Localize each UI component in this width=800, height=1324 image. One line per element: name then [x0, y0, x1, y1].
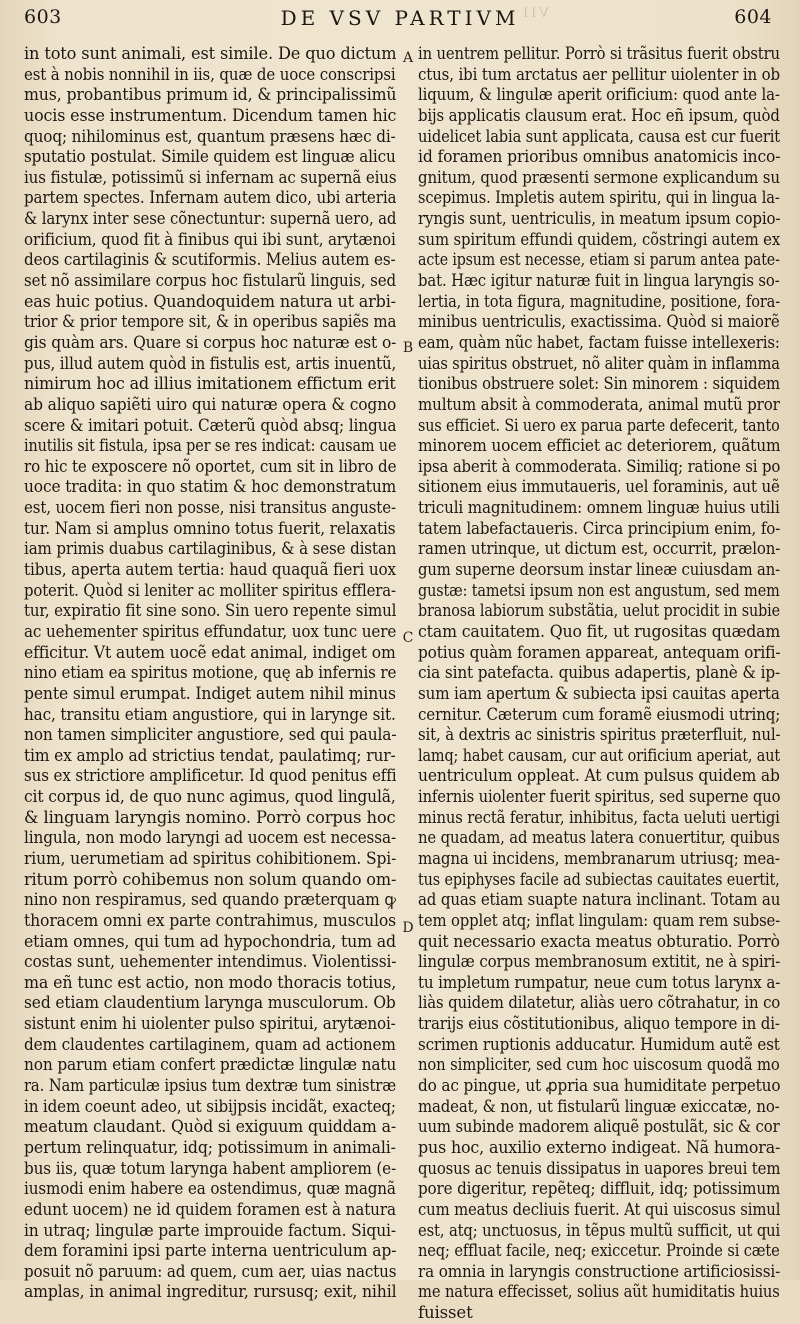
text-line: in toto sunt animali, est simile. De quo dictum: [24, 44, 396, 63]
text-line: trarijs eius cõstitutionibus, aliquo tempore in di-: [418, 1014, 780, 1034]
text-line: dem foramini ipsi parte interna uentriculum ap-: [24, 1241, 396, 1261]
text-line: ne quadam, ad meatus latera conuertitur, quibus: [418, 828, 780, 848]
text-line: est, atq; unctuosus, in tẽpus multũ sufficit, ut qui: [418, 1220, 780, 1240]
text-line: tem opplet atq; inflat lingulam: quam rem subse-: [418, 910, 780, 930]
text-line: deos cartilaginis & scutiformis. Melius autem es-: [24, 250, 396, 270]
text-line: cia sint patefacta. quibus adapertis, planè & ip-: [418, 663, 780, 683]
margin-letter-b: B: [402, 340, 414, 356]
text-line: lingula, non modo laryngi ad uocem est necessa-: [24, 828, 396, 848]
text-line: ro hic te exposcere nõ oportet, cum sit in libro de: [24, 456, 396, 476]
text-line: minibus uentriculis, exactissima. Quòd si maiorẽ: [418, 312, 780, 332]
left-page-number: 603: [24, 6, 62, 28]
text-line: costas sunt, uehementer intendimus. Violentissi-: [24, 952, 396, 972]
text-line: amplas, in animal ingreditur, rursusq; exit, nihil: [24, 1282, 396, 1302]
text-line: iam primis duabus cartilaginibus, & à sese distan: [24, 539, 396, 559]
text-line: scepimus. Impletis autem spiritu, qui in lingua la-: [418, 188, 780, 208]
margin-letter-c: C: [402, 630, 414, 646]
text-line: tim ex amplo ad strictius tendat, paulatimq; rur-: [24, 745, 396, 765]
text-line: sum spiritum effundi quidem, cõstringi autem ex: [418, 229, 780, 249]
text-line: tus epiphyses facile ad subiectas cauitates euertit,: [418, 869, 780, 889]
text-line: ra omnia in laryngis constructione artificiosissi-: [418, 1261, 780, 1281]
text-line: quoq; nihilominus est, quantum præsens hæc di-: [24, 126, 396, 146]
text-line: & larynx inter sese cõnectuntur: supernã uero, ad: [24, 209, 396, 229]
text-line: in utraq; lingulæ parte improuide factum. Siqui-: [24, 1220, 396, 1240]
text-line: pus, illud autem quòd in fistulis est, artis inuentũ,: [24, 353, 396, 373]
text-line: liquum, & lingulæ aperit orificium: quod ante la-: [418, 85, 780, 105]
text-line: tatem labefactaueris. Circa principium enim, fo-: [418, 518, 780, 538]
text-line: sus efficiet. Si uero ex parua parte defecerit, tanto: [418, 415, 780, 435]
text-line: ad quas etiam suapte natura inclinant. Totam au: [418, 890, 780, 910]
left-text-column: [24, 44, 396, 1303]
text-line: rium, uerumetiam ad spiritus cohibitionem. Spi-: [24, 848, 396, 868]
text-line: nimirum hoc ad illius imitationem effictum erit: [24, 374, 396, 394]
text-line: pore digeritur, repẽteq; diffluit, idq; potissimum: [418, 1179, 780, 1199]
text-line: me natura effecisset, solius aũt humiditatis huius: [418, 1282, 780, 1302]
text-line: sputatio postulat. Simile quidem est linguæ alicu: [24, 147, 396, 167]
text-line: pertum relinquatur, idq; potissimum in animali-: [24, 1137, 396, 1157]
text-line: fuisset: [418, 1303, 473, 1323]
text-line: potius quàm foramen appareat, antequam orifi-: [418, 642, 780, 662]
text-line: tionibus obstruere solet: Sin minorem : siquidem: [418, 374, 780, 394]
text-line: id foramen prioribus omnibus anatomicis inco-: [418, 147, 780, 167]
text-line: ctus, ibi tum arctatus aer pellitur uiolenter in ob: [418, 64, 780, 84]
text-line: & linguam laryngis nomino. Porrò corpus hoc: [24, 807, 396, 827]
text-line: liàs quidem dilatetur, aliàs uero cõtrahatur, in co: [418, 993, 780, 1013]
text-line: pus hoc, auxilio externo indigeat. Nã humora-: [418, 1137, 780, 1157]
text-line: gum superne deorsum instar lineæ cuiusdam an-: [418, 560, 780, 580]
text-line: dem claudentes cartilaginem, quam ad actionem: [24, 1034, 396, 1054]
text-line: bus iis, quæ totum larynga habent ampliorem (e-: [24, 1158, 396, 1178]
text-line: sus ex strictiore amplificetur. Id quod penitus effi: [24, 766, 396, 786]
right-page-number: 604: [734, 6, 772, 28]
text-line: do ac pingue, ut ꝓpria sua humiditate perpetuo: [418, 1076, 780, 1096]
text-line: bat. Hæc igitur naturæ fuit in lingua laryngis so-: [418, 271, 780, 291]
text-line: ritum porrò cohibemus non solum quando om-: [24, 869, 396, 889]
text-line: lingulæ corpus membranosum extitit, ne à spiri-: [418, 952, 780, 972]
text-line: etiam omnes, qui tum ad hypochondria, tum ad: [24, 931, 396, 951]
text-line: uocis esse instrumentum. Dicendum tamen hic: [24, 105, 396, 125]
text-line: sum iam apertum & subiecta ipsi cauitas aperta: [418, 683, 780, 703]
text-line: poterit. Quòd si leniter ac molliter spiritus efflera-: [24, 580, 396, 600]
text-line: ryngis sunt, uentriculis, in meatum ipsum copio-: [418, 209, 780, 229]
text-line: posuit nõ paruum: ad quem, cum aer, uias nactus: [24, 1261, 396, 1281]
running-header: [0, 6, 800, 36]
text-line: tur. Nam si amplus omnino totus fuerit, relaxatis: [24, 518, 396, 538]
right-text-column: [418, 44, 780, 1324]
text-line: sitionem eius immutaueris, uel foraminis, aut uẽ: [418, 477, 780, 497]
text-line: in idem coeunt adeo, ut sibijpsis incidãt, exacteq;: [24, 1096, 396, 1116]
text-line: thoracem omni ex parte contrahimus, musculos: [24, 910, 396, 930]
show-through-text: VII: [520, 6, 549, 21]
text-line: mus, probantibus primum id, & principalissimũ: [24, 85, 396, 105]
text-line: nino etiam ea spiritus motione, quę ab infernis re: [24, 663, 396, 683]
text-line: non parum etiam confert prædictæ lingulæ natu: [24, 1055, 396, 1075]
running-title: DE VSV PARTIVM: [280, 6, 520, 30]
text-line: ctam cauitatem. Quo fit, ut rugositas quædam: [418, 621, 780, 641]
text-line: pente simul erumpat. Indiget autem nihil minus: [24, 683, 396, 703]
text-line: uoce tradita: in quo statim & hoc demonstratum: [24, 477, 396, 497]
text-line: ra. Nam particulæ ipsius tum dextræ tum sinistræ: [24, 1076, 396, 1096]
text-line: uentriculum oppleat. At cum pulsus quidem ab: [418, 766, 780, 786]
text-line: cernitur. Cæterum cum foramẽ eiusmodi utrinq;: [418, 704, 780, 724]
margin-letter-a: A: [402, 50, 414, 66]
text-line: partem spectes. Infernam autem dico, ubi arteria: [24, 188, 396, 208]
text-line: triculi magnitudinem: omnem linguæ huius utili: [418, 498, 780, 518]
text-line: cit corpus id, de quo nunc agimus, quod lingulã,: [24, 787, 396, 807]
text-line: tur, expiratio fit sine sono. Sin uero repente simul: [24, 601, 396, 621]
text-line: madeat, & non, ut fistularũ linguæ exiccatæ, no-: [418, 1096, 780, 1116]
text-line: in uentrem pellitur. Porrò si trãsitus fuerit obstru: [418, 44, 780, 63]
text-line: ius fistulæ, potissimũ si infernam ac supernã eius: [24, 167, 396, 187]
text-line: trior & prior tempore sit, & in operibus sapiẽs ma: [24, 312, 396, 332]
text-line: non tamen simpliciter angustiore, sed qui paula-: [24, 725, 396, 745]
text-line: non simpliciter, sed cum hoc uiscosum quodã mo: [418, 1055, 780, 1075]
text-line: sit, à dextris ac sinistris spiritus præterfluit, nul-: [418, 725, 780, 745]
text-line: scere & imitari potuit. Cæterũ quòd absq; lingua: [24, 415, 396, 435]
text-line: eas huic potius. Quandoquidem natura ut arbi-: [24, 291, 396, 311]
text-line: scrimen ruptionis adducatur. Humidum autẽ est: [418, 1034, 780, 1054]
margin-letter-d: D: [402, 920, 414, 936]
text-line: inutilis sit fistula, ipsa per se res indicat: causam ue: [24, 436, 396, 456]
text-line: tibus, aperta autem tertia: haud quaquã fieri uox: [24, 560, 396, 580]
text-line: iusmodi enim habere ea ostendimus, quæ magnã: [24, 1179, 396, 1199]
text-line: uidelicet labia sunt applicata, causa est cur fuerit: [418, 126, 780, 146]
text-line: branosa labiorum substãtia, uelut procidit in subie: [418, 601, 780, 621]
text-line: efficitur. Vt autem uocẽ edat animal, indiget om: [24, 642, 396, 662]
text-line: hac, transitu etiam angustiore, qui in larynge sit.: [24, 704, 396, 724]
text-line: neq; effluat facile, neq; exiccetur. Proinde si cæte: [418, 1241, 780, 1261]
text-line: lertia, in tota figura, magnitudine, positione, fora-: [418, 291, 780, 311]
text-line: ramen utrinque, ut dictum est, occurrit, prælon-: [418, 539, 780, 559]
text-line: magna ui incidens, membranarum utriusq; mea-: [418, 848, 780, 868]
text-line: orificium, quod fit à finibus qui ibi sunt, arytænoi: [24, 229, 396, 249]
text-line: minus rectã feratur, inhibitus, facta ueluti uertigi: [418, 807, 780, 827]
text-line: uum subinde madorem aliquẽ postulãt, sic & cor: [418, 1117, 780, 1137]
text-line: est à nobis nonnihil in iis, quæ de uoce conscripsi: [24, 64, 396, 84]
text-line: minorem uocem efficiet ac deteriorem, quãtum: [418, 436, 780, 456]
text-line: gustæ: tametsi ipsum non est angustum, sed mem: [418, 580, 780, 600]
text-line: nino non respiramus, sed quando præterquam ꝙ: [24, 890, 396, 910]
text-line: multum absit à commoderata, animal mutũ pror: [418, 394, 780, 414]
text-line: sistunt enim hi uiolenter pulso spiritui, arytænoi-: [24, 1014, 396, 1034]
text-line: infernis uiolenter fuerit spiritus, sed superne quo: [418, 787, 780, 807]
text-line: est, uocem fieri non posse, nisi transitus anguste-: [24, 498, 396, 518]
text-line: ma eñ tunc est actio, non modo thoracis totius,: [24, 972, 396, 992]
text-line: acte ipsum est necesse, etiam si parum antea pate-: [418, 250, 780, 270]
text-line: eam, quàm nũc habet, factam fuisse intellexeris:: [418, 332, 780, 352]
text-line: tu impletum rumpatur, neue cum totus larynx a-: [418, 972, 780, 992]
text-line: edunt uocem) ne id quidem foramen est à natura: [24, 1199, 396, 1219]
text-line: cum meatus decliuis fuerit. At qui uiscosus simul: [418, 1199, 780, 1219]
text-line: quit necessario exacta meatus obturatio. Porrò: [418, 931, 780, 951]
text-line: quosus ac tenuis dissipatus in uapores breui tem: [418, 1158, 780, 1178]
text-line: ipsa aberit à commoderata. Similiq; ratione si po: [418, 456, 780, 476]
text-line: sed etiam claudentium larynga musculorum. Ob: [24, 993, 396, 1013]
text-line: gnitum, quod præsenti sermone explicandum su: [418, 167, 780, 187]
text-line: lamq; habet causam, cur aut orificium aperiat, aut: [418, 745, 780, 765]
text-line: ab aliquo sapiẽti uiro qui naturæ opera & cogno: [24, 394, 396, 414]
text-line: meatum claudant. Quòd si exiguum quiddam a-: [24, 1117, 396, 1137]
text-line: set nõ assimilare corpus hoc fistularũ linguis, sed: [24, 271, 396, 291]
text-line: bijs applicatis clausum erat. Hoc eñ ipsum, quòd: [418, 105, 780, 125]
text-line: gis quàm ars. Quare si corpus hoc naturæ est o-: [24, 332, 396, 352]
text-line: ac uehementer spiritus effundatur, uox tunc uere: [24, 621, 396, 641]
text-line: uias spiritus obstruet, nõ aliter quàm in inflamma: [418, 353, 780, 373]
